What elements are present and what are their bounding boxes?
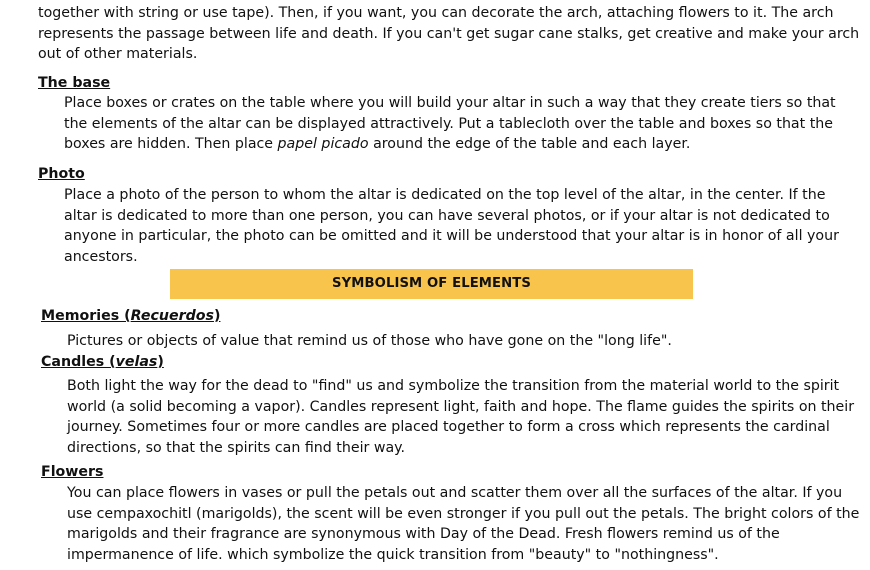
intro-line: represents the passage between life and death. If you can't get sugar cane stalks, get creative and make your arch [38,25,860,42]
candles-heading-text: ) [157,354,164,370]
flowers-line: marigolds and their fragrance are synonymous with Day of the Dead. Fresh flowers remind us of the [67,526,780,542]
candles-line: world (a solid becoming a vapor). Candles represent light, faith and hope. The flame guides the spirits on their [67,398,855,415]
candles-line: directions, so that the spirits can find their way. [67,439,406,456]
candles-paragraph [67,376,867,458]
section-heading-candles [41,352,164,373]
base-line-text: boxes are hidden. Then place [64,136,278,152]
symbolism-banner [170,269,693,299]
photo-line: anyone in particular, the photo can be omitted and it will be understood that your altar is in honor of all your [64,228,839,244]
flowers-paragraph [67,483,867,565]
memories-heading-text: ) [213,308,221,324]
memories-heading-term: Recuerdos [130,308,214,324]
candles-heading-text: Candles ( [41,354,116,370]
flowers-line: use cempaxochitl (marigolds), the scent will be even stronger if you pull out the petals. The bright colors of the [67,505,860,522]
base-line: the elements of the altar can be displayed attractively. Put a tablecloth over the table and boxes so that the [64,115,833,132]
base-paragraph [64,93,864,155]
candles-heading-term: velas [115,354,158,370]
section-heading-base: The base [38,75,111,91]
candles-line: Both light the way for the dead to "find" us and symbolize the transition from the material world to the spirit [67,378,840,394]
candles-line: journey. Sometimes four or more candles are placed together to form a cross which represents the cardinal [67,419,830,435]
base-line: Place boxes or crates on the table where you will build your altar in such a way that they create tiers so that [64,95,836,111]
memories-paragraph [67,331,867,352]
section-heading-photo: Photo [38,166,85,182]
papel-picado-term: papel picado [277,136,369,152]
photo-paragraph [64,185,864,267]
photo-line: ancestors. [64,248,138,265]
base-line [64,134,864,155]
flowers-line: You can place flowers in vases or pull the petals out and scatter them over all the surfaces of the altar. If you [67,485,843,501]
flowers-line: impermanence of life. which symbolize the quick transition from "beauty" to "nothingness". [67,546,719,563]
memories-heading-text: Memories ( [41,308,131,324]
memories-line: Pictures or objects of value that remind us of those who have gone on the "long life". [67,333,672,349]
symbolism-banner-label: SYMBOLISM OF ELEMENTS [332,275,531,291]
section-heading-memories [41,306,220,327]
base-line-text: around the edge of the table and each layer. [368,136,691,152]
intro-line: out of other materials. [38,46,198,62]
photo-line: altar is dedicated to more than one person, you can have several photos, or if your altar is not dedicated to [64,207,830,224]
intro-line: together with string or use tape). Then, if you want, you can decorate the arch, attaching flowers to it. The arch [38,5,834,21]
photo-line: Place a photo of the person to whom the altar is dedicated on the top level of the altar, in the center. If the [64,187,826,203]
intro-paragraph [38,3,860,65]
section-heading-flowers: Flowers [41,464,104,480]
